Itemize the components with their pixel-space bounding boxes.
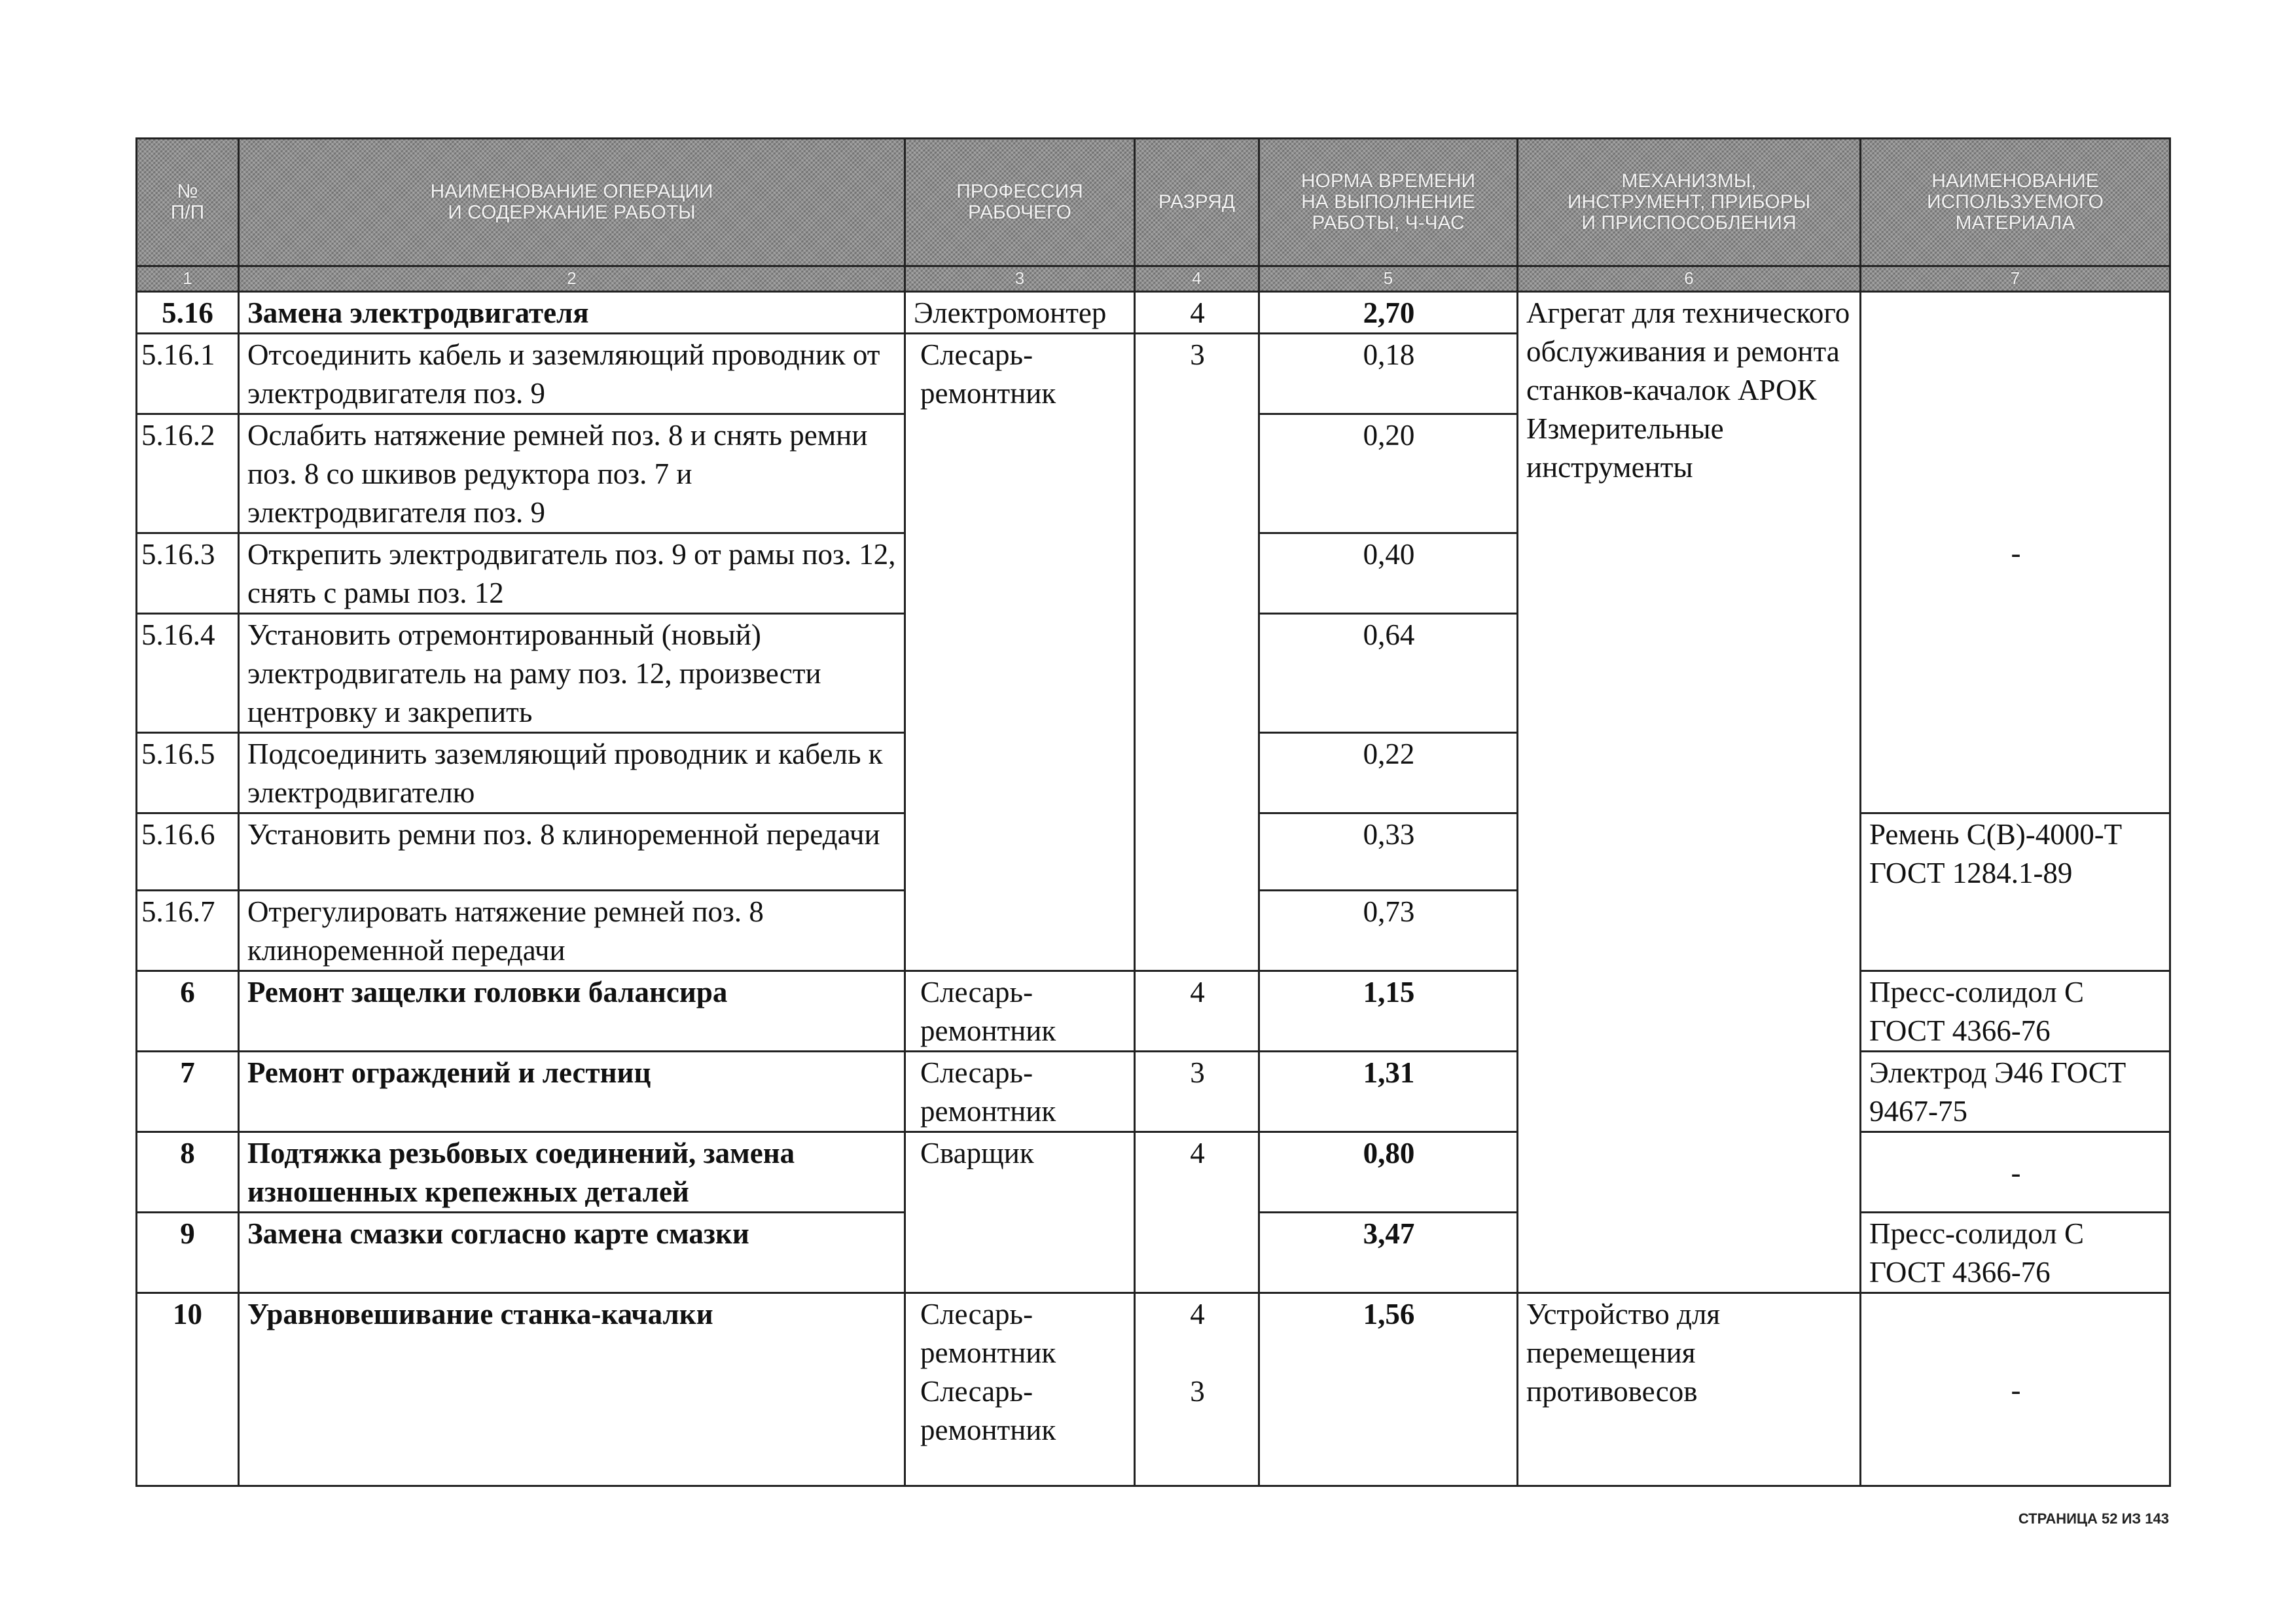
row-time: 0,33: [1259, 813, 1518, 891]
row-number: 6: [137, 971, 239, 1052]
row-grade: [1135, 1293, 1259, 1486]
row-number: 5.16.3: [137, 533, 239, 614]
row-operation: Установить ремни поз. 8 клиноременной передачи: [239, 813, 905, 891]
row-time: 0,40: [1259, 533, 1518, 614]
row-time: 0,22: [1259, 733, 1518, 813]
table-row: [137, 971, 2170, 1052]
row-grade: 3: [1135, 1052, 1259, 1132]
row-number: 5.16.2: [137, 414, 239, 533]
row-profession: [905, 1293, 1135, 1486]
material-cell: Ремень С(В)-4000-Т ГОСТ 1284.1-89: [1861, 813, 2170, 971]
header-profession: ПРОФЕССИЯ РАБОЧЕГО: [905, 139, 1135, 266]
row-number: 5.16.7: [137, 891, 239, 971]
row-time: 0,20: [1259, 414, 1518, 533]
row-number: 5.16: [137, 292, 239, 334]
mechanisms-cell: Агрегат для технического обслуживания и ремонта станков-качалок АРОК Измерительные инструменты: [1518, 292, 1861, 1293]
row-grade: 4: [1135, 971, 1259, 1052]
column-number: 1: [137, 266, 239, 292]
table-row: [137, 292, 2170, 334]
row-time: 1,15: [1259, 971, 1518, 1052]
profession-line: Слесарь-ремонтник: [920, 1298, 1056, 1369]
header-number: № П/П: [137, 139, 239, 266]
row-time: 0,64: [1259, 614, 1518, 733]
mechanisms-cell: Устройство для перемещения противовесов: [1518, 1293, 1861, 1486]
row-operation: Подтяжка резьбовых соединений, замена изношенных крепежных деталей: [239, 1132, 905, 1213]
row-operation: Отсоединить кабель и заземляющий проводник от электродвигателя поз. 9: [239, 334, 905, 414]
column-number: 5: [1259, 266, 1518, 292]
row-profession: Слесарь-ремонтник: [905, 334, 1135, 971]
row-profession: Слесарь-ремонтник: [905, 971, 1135, 1052]
row-number: 5.16.6: [137, 813, 239, 891]
row-number: 10: [137, 1293, 239, 1486]
table-row: [137, 1293, 2170, 1486]
header-row: [137, 139, 2170, 266]
grade-line: 3: [1190, 1375, 1205, 1408]
material-cell: -: [1861, 1132, 2170, 1213]
row-grade: 4: [1135, 292, 1259, 334]
row-time: 3,47: [1259, 1213, 1518, 1293]
header-operation: НАИМЕНОВАНИЕ ОПЕРАЦИИ И СОДЕРЖАНИЕ РАБОТЫ: [239, 139, 905, 266]
row-number: 7: [137, 1052, 239, 1132]
column-number: 2: [239, 266, 905, 292]
row-time: 1,31: [1259, 1052, 1518, 1132]
row-time: 2,70: [1259, 292, 1518, 334]
row-profession: Слесарь-ремонтник: [905, 1052, 1135, 1132]
header-time-norm: НОРМА ВРЕМЕНИ НА ВЫПОЛНЕНИЕ РАБОТЫ, Ч-ЧАС: [1259, 139, 1518, 266]
material-cell: -: [1861, 292, 2170, 813]
row-operation: Замена смазки согласно карте смазки: [239, 1213, 905, 1293]
row-operation: Ослабить натяжение ремней поз. 8 и снять ремни поз. 8 со шкивов редуктора поз. 7 и электродвигателя поз. 9: [239, 414, 905, 533]
table-row: [137, 1132, 2170, 1213]
row-time: 0,80: [1259, 1132, 1518, 1213]
header-material: НАИМЕНОВАНИЕ ИСПОЛЬЗУЕМОГО МАТЕРИАЛА: [1861, 139, 2170, 266]
page-number: СТРАНИЦА 52 ИЗ 143: [2018, 1510, 2169, 1527]
row-operation: Открепить электродвигатель поз. 9 от рамы поз. 12, снять с рамы поз. 12: [239, 533, 905, 614]
column-number: 7: [1861, 266, 2170, 292]
column-number-row: [137, 266, 2170, 292]
material-cell: Пресс-солидол С ГОСТ 4366-76: [1861, 1213, 2170, 1293]
row-operation: Подсоединить заземляющий проводник и кабель к электродвигателю: [239, 733, 905, 813]
grade-spacer: [1143, 1334, 1251, 1372]
row-number: 9: [137, 1213, 239, 1293]
work-norms-table: [135, 137, 2171, 1487]
row-operation: Уравновешивание станка-качалки: [239, 1293, 905, 1486]
row-number: 5.16.4: [137, 614, 239, 733]
row-profession: Сварщик: [905, 1132, 1135, 1293]
row-number: 5.16.1: [137, 334, 239, 414]
profession-line: Слесарь-ремонтник: [920, 1375, 1056, 1446]
row-operation: Замена электродвигателя: [239, 292, 905, 334]
table-row: [137, 1052, 2170, 1132]
column-number: 4: [1135, 266, 1259, 292]
row-grade: 3: [1135, 334, 1259, 971]
material-cell: Пресс-солидол С ГОСТ 4366-76: [1861, 971, 2170, 1052]
row-operation: Отрегулировать натяжение ремней поз. 8 клиноременной передачи: [239, 891, 905, 971]
column-number: 3: [905, 266, 1135, 292]
row-time: 1,56: [1259, 1293, 1518, 1486]
row-number: 5.16.5: [137, 733, 239, 813]
row-operation: Установить отремонтированный (новый) электродвигатель на раму поз. 12, произвести центровку и закрепить: [239, 614, 905, 733]
material-cell: Электрод Э46 ГОСТ 9467-75: [1861, 1052, 2170, 1132]
row-profession: Электромонтер: [905, 292, 1135, 334]
row-grade: 4: [1135, 1132, 1259, 1293]
row-number: 8: [137, 1132, 239, 1213]
row-operation: Ремонт ограждений и лестниц: [239, 1052, 905, 1132]
material-cell: -: [1861, 1293, 2170, 1486]
header-grade: РАЗРЯД: [1135, 139, 1259, 266]
column-number: 6: [1518, 266, 1861, 292]
row-time: 0,18: [1259, 334, 1518, 414]
row-time: 0,73: [1259, 891, 1518, 971]
grade-line: 4: [1190, 1298, 1205, 1330]
row-operation: Ремонт защелки головки балансира: [239, 971, 905, 1052]
header-mechanisms: МЕХАНИЗМЫ, ИНСТРУМЕНТ, ПРИБОРЫ И ПРИСПОСОБЛЕНИЯ: [1518, 139, 1861, 266]
